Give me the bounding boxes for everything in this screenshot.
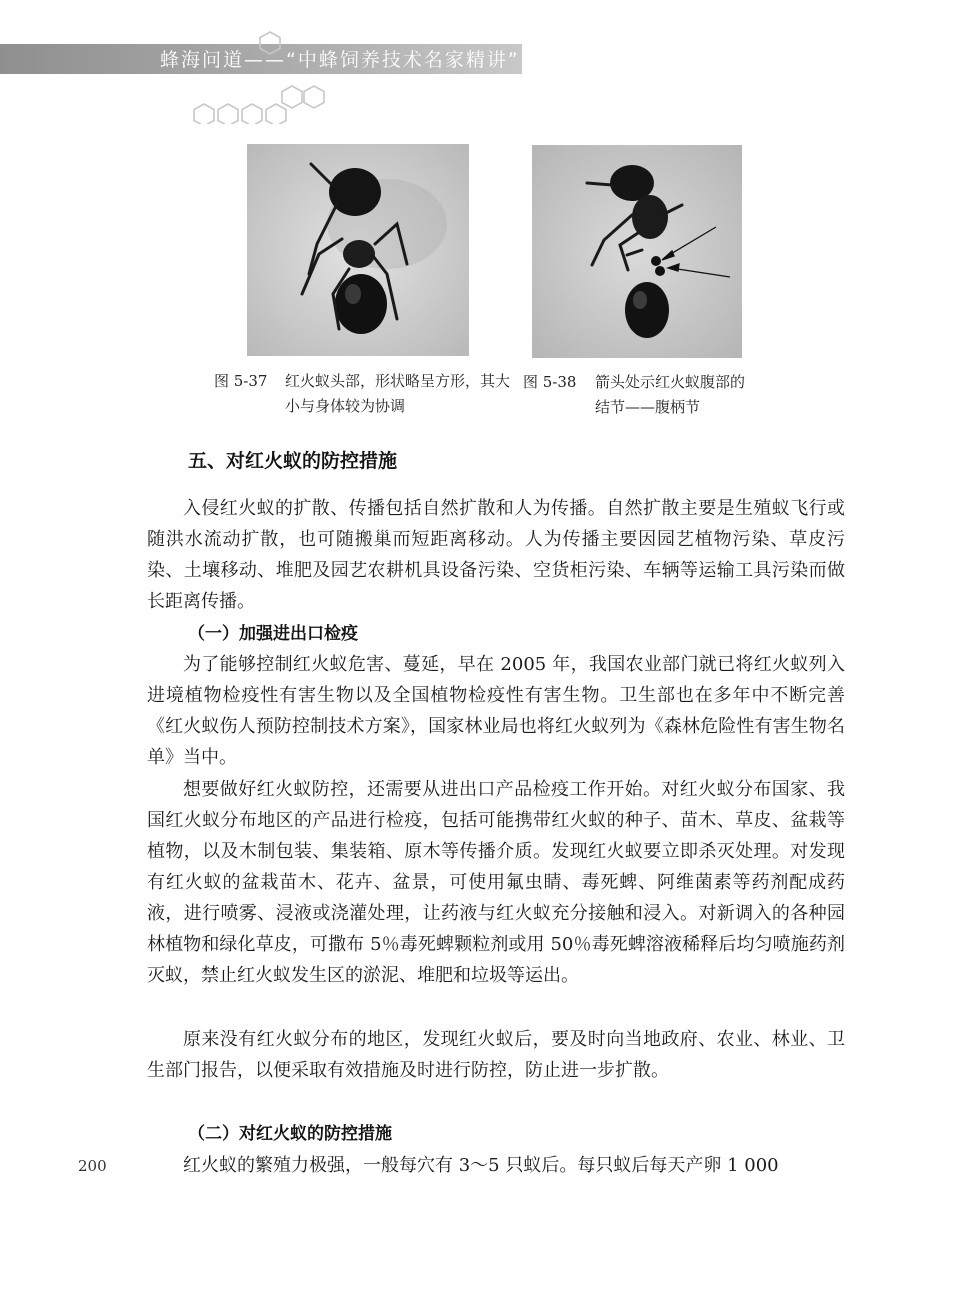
subsection-heading: （二）对红火蚁的防控措施	[188, 1124, 392, 1144]
page-number: 200	[78, 1157, 107, 1175]
body-paragraph: 想要做好红火蚁防控，还需要从进出口产品检疫工作开始。对红火蚁分布国家、我国红火蚁分布地区的产品进行检疫，包括可能携带红火蚁的种子、苗木、草皮、盆栽等植物，以及木制包装、集装箱、原木等传播介质。发现红火蚁要立即杀灭处理。对发现有红火蚁的盆栽苗木、花卉、盆景，可使用氟虫睛、毒死蜱、阿维菌素等药剂配成药液，进行喷雾、浸液或浇灌处理，让药液与红火蚁充分接触和浸入。对新调入的各种园林植物和绿化草皮，可撒布 5％毒死蜱颗粒剂或用 50％毒死蜱溶液稀释后均匀喷施药剂灭蚁，禁止红火蚁发生区的淤泥、堆肥和垃圾等运出。	[147, 779, 845, 986]
figure-caption-text: 箭头处示红火蚁腹部的结节——腹柄节	[595, 373, 746, 416]
figure-caption-text: 红火蚁头部，形状略呈方形，其大小与身体较为协调	[285, 372, 511, 415]
figure-5-38-caption	[523, 370, 763, 422]
ant-photo-petiole-arrows-icon	[532, 145, 742, 358]
body-paragraph: 为了能够控制红火蚁危害、蔓延，早在 2005 年，我国农业部门就已将红火蚁列入进境植物检疫性有害生物以及全国植物检疫性有害生物。卫生部也在多年中不断完善《红火蚁伤人预防控制技术方案》，国家林业局也将红火蚁列为《森林危险性有害生物名单》当中。	[147, 654, 845, 768]
honeycomb-hexagons-icon	[190, 28, 340, 124]
figure-5-37-photo	[247, 144, 469, 356]
running-header-title: 蜂海问道——“中蜂饲养技术名家精讲”	[160, 49, 520, 71]
figure-5-37-caption	[214, 369, 514, 421]
ant-photo-head-icon	[247, 144, 469, 356]
body-paragraph: 红火蚁的繁殖力极强，一般每穴有 3～5 只蚁后。每只蚁后每天产卵 1 000	[183, 1155, 779, 1176]
figure-number: 图 5-37	[214, 372, 268, 390]
body-paragraph: 原来没有红火蚁分布的地区，发现红火蚁后，要及时向当地政府、农业、林业、卫生部门报告，以便采取有效措施及时进行防控，防止进一步扩散。	[147, 1029, 845, 1081]
figure-5-38-photo	[532, 145, 742, 358]
subsection-heading: （一）加强进出口检疫	[188, 624, 358, 644]
body-paragraph: 入侵红火蚁的扩散、传播包括自然扩散和人为传播。自然扩散主要是生殖蚁飞行或随洪水流动扩散，也可随搬巢而短距离移动。人为传播主要因园艺植物污染、草皮污染、土壤移动、堆肥及园艺农耕机具设备污染、空货柜污染、车辆等运输工具污染而做长距离传播。	[147, 498, 845, 612]
figure-number: 图 5-38	[523, 373, 577, 391]
section-heading: 五、对红火蚁的防控措施	[188, 450, 398, 472]
